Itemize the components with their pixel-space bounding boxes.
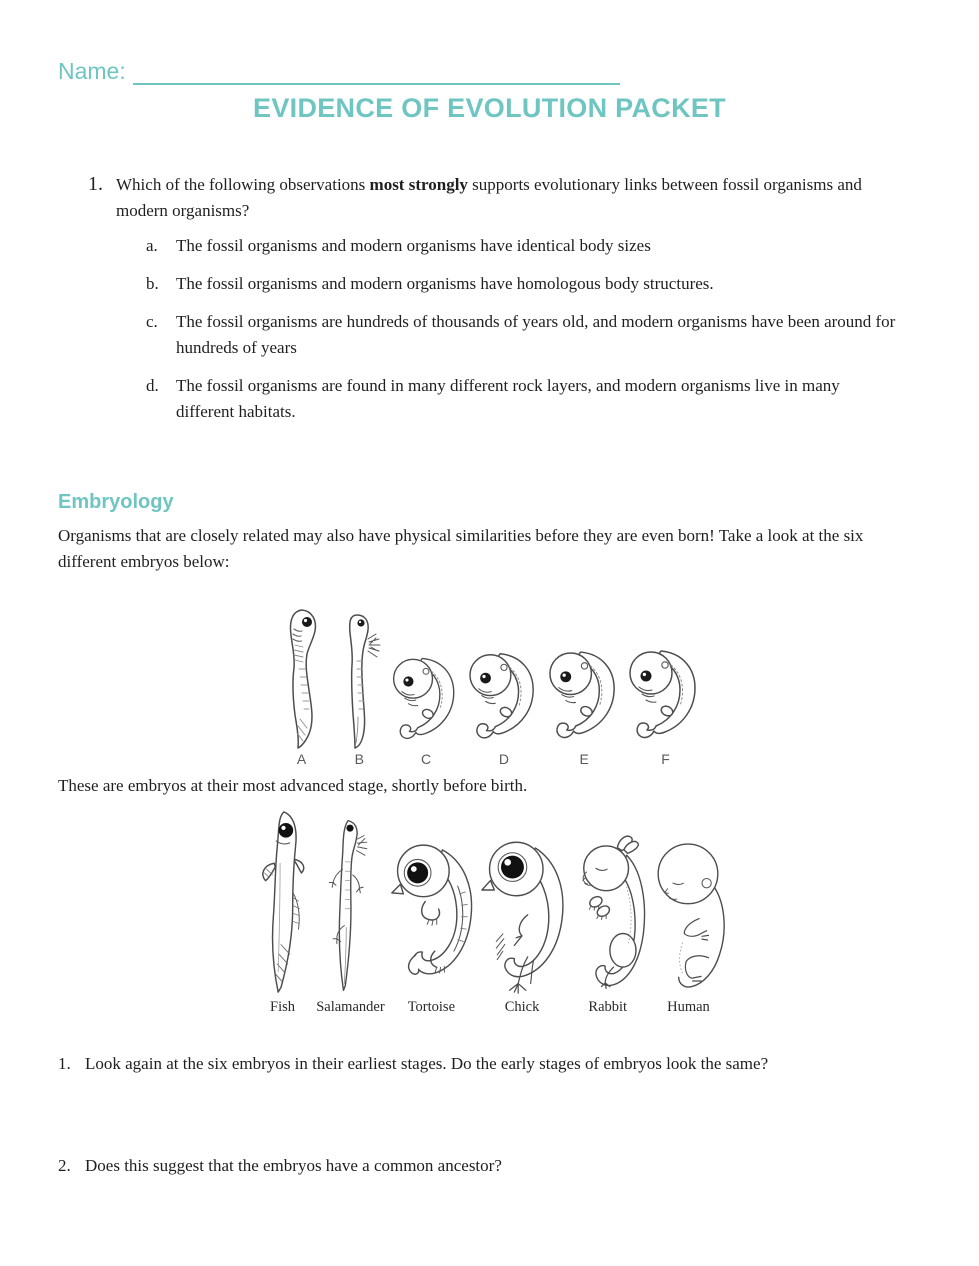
late-embryo-tortoise-label: Tortoise [407,999,456,1015]
option-a-letter: a. [146,236,158,255]
question-1-text-end: supports evolutionary links between fossil organisms and modern organisms? [116,175,862,220]
late-embryo-chick [478,827,566,1015]
question-1-text [116,172,864,224]
late-embryo-salamander [316,815,384,1015]
early-embryos-figure [274,607,706,767]
salamander-fetus-image [320,815,380,995]
late-embryo-chick-label: Chick [504,999,540,1015]
tortoise-fetus-image [387,827,475,995]
embryology-intro: Organisms that are closely related may also have physical similarities before they are even born! Take a look at the six different embryos below: [58,526,864,571]
early-embryo-d [465,646,543,767]
early-embryo-e-label: E [579,751,589,767]
option-a-text: The fossil organisms and modern organisms have identical body sizes [176,236,651,255]
rabbit-fetus-image [569,831,647,995]
late-stage-caption: These are embryos at their most advanced stage, shortly before birth. [58,776,528,795]
name-blank-line [133,59,620,85]
late-embryo-human-label: Human [667,999,710,1015]
curled-embryo-c-image [389,651,463,749]
salamander-larva-embryo-image [331,611,387,749]
early-embryo-c-label: C [421,751,432,767]
option-a [146,233,921,259]
late-embryo-salamander-label: Salamander [316,999,385,1015]
option-d-text: The fossil organisms are found in many different rock layers, and modern organisms live in many different habitats. [176,376,840,421]
late-embryo-fish-label: Fish [270,999,295,1015]
option-d-letter: d. [146,376,159,395]
early-embryo-b [331,611,387,767]
embryo-question-1-number: 1. [58,1054,71,1073]
question-1-number: 1. [88,173,103,195]
early-embryo-f [625,643,705,767]
early-embryo-c [389,651,463,767]
question-1-text-bold: most strongly [369,175,468,194]
question-1-body [116,172,921,437]
option-d [146,373,921,425]
name-line [58,0,921,85]
curled-embryo-d-image [465,646,543,749]
embryo-question-2-text: Does this suggest that the embryos have a common ancestor? [85,1156,502,1175]
option-b-text: The fossil organisms and modern organisms have homologous body structures. [176,274,714,293]
late-embryo-rabbit [569,831,647,1015]
early-embryo-f-label: F [661,751,670,767]
option-c [146,309,921,361]
option-c-text: The fossil organisms are hundreds of thousands of years old, and modern organisms have been around for hundreds of years [176,312,896,357]
chick-fetus-image [478,827,566,995]
late-embryo-human [649,831,727,1015]
fish-larva-embryo-image [274,607,330,749]
embryo-question-2-number: 2. [58,1156,71,1175]
embryo-question-2 [58,1153,921,1179]
late-embryo-rabbit-label: Rabbit [588,999,628,1015]
option-c-letter: c. [146,312,158,331]
question-1-text-start: Which of the following observations [116,175,370,194]
question-1-options [146,233,921,425]
early-embryo-a-label: A [296,751,307,767]
human-fetus-image [649,831,727,995]
page-title: EVIDENCE OF EVOLUTION PACKET [253,93,726,123]
option-b-letter: b. [146,274,159,293]
late-embryos-figure [252,803,728,1015]
name-label: Name: [58,58,126,84]
embryology-heading: Embryology [58,491,174,513]
embryo-question-1-text: Look again at the six embryos in their earliest stages. Do the early stages of embryos look the same? [85,1054,769,1073]
late-embryo-fish [252,809,314,1015]
curled-embryo-e-image [545,644,624,749]
early-embryo-d-label: D [498,751,509,767]
fish-fetus-image [252,809,314,995]
early-embryo-b-label: B [354,751,364,767]
option-b [146,271,921,297]
embryo-question-1 [58,1051,921,1077]
question-1 [88,172,921,437]
early-embryo-a [274,607,330,767]
early-embryo-e [545,644,624,767]
curled-embryo-f-image [625,643,705,749]
late-embryo-tortoise [387,827,475,1015]
